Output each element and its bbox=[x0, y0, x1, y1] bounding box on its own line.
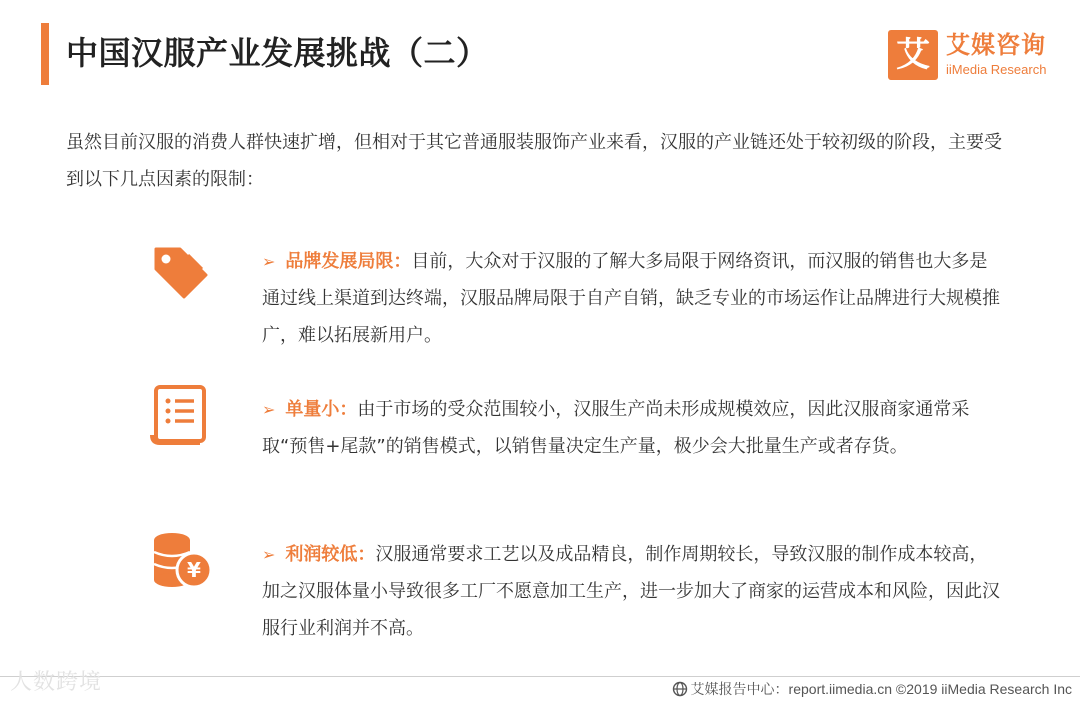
footer-source-text: 艾媒报告中心：report.iimedia.cn ©2019 iiMedia Research Inc bbox=[690, 681, 1072, 697]
footer-source bbox=[672, 678, 1072, 700]
price-tag-icon bbox=[150, 245, 216, 311]
title-accent-bar bbox=[41, 23, 49, 85]
item-heading: 利润较低： bbox=[285, 544, 376, 565]
small-volume-paragraph bbox=[262, 391, 1002, 465]
coins-yen-icon bbox=[150, 530, 216, 596]
low-profit-paragraph bbox=[262, 536, 1002, 647]
item-heading: 品牌发展局限： bbox=[285, 251, 412, 272]
logo-name-cn: 艾媒咨询 bbox=[946, 31, 1046, 59]
watermark-text: 人数跨境 bbox=[10, 670, 103, 695]
svg-text:¥: ¥ bbox=[187, 558, 201, 582]
item-body: 由于市场的受众范围较小，汉服生产尚未形成规模效应，因此汉服商家通常采取“预售+尾款”的销售模式，以销售量决定生产量，极少会大批量生产或者存货。 bbox=[262, 399, 970, 457]
arrow-bullet-icon: ➢ bbox=[262, 252, 276, 271]
brand-paragraph bbox=[262, 243, 1002, 354]
iimedia-logo bbox=[888, 30, 1060, 82]
footer-divider bbox=[0, 676, 1080, 677]
logo-name-en: iiMedia Research bbox=[946, 62, 1047, 77]
logo-mark: 艾 bbox=[888, 30, 938, 80]
item-body: 汉服通常要求工艺以及成品精良，制作周期较长，导致汉服的制作成本较高，加之汉服体量小导致很多工厂不愿意加工生产，进一步加大了商家的运营成本和风险，因此汉服行业利润并不高。 bbox=[262, 544, 1000, 639]
item-body: 目前，大众对于汉服的了解大多局限于网络资讯，而汉服的销售也大多是通过线上渠道到达终端，汉服品牌局限于自产自销，缺乏专业的市场运作让品牌进行大规模推广，难以拓展新用户。 bbox=[262, 251, 1000, 346]
page-title: 中国汉服产业发展挑战（二） bbox=[66, 34, 489, 72]
globe-icon bbox=[672, 681, 688, 697]
item-heading: 单量小： bbox=[285, 399, 358, 420]
intro-paragraph: 虽然目前汉服的消费人群快速扩增，但相对于其它普通服装服饰产业来看，汉服的产业链还处于较初级的阶段，主要受到以下几点因素的限制： bbox=[66, 132, 1002, 190]
arrow-bullet-icon: ➢ bbox=[262, 400, 276, 419]
scroll-list-icon bbox=[150, 383, 216, 449]
arrow-bullet-icon: ➢ bbox=[262, 545, 276, 564]
